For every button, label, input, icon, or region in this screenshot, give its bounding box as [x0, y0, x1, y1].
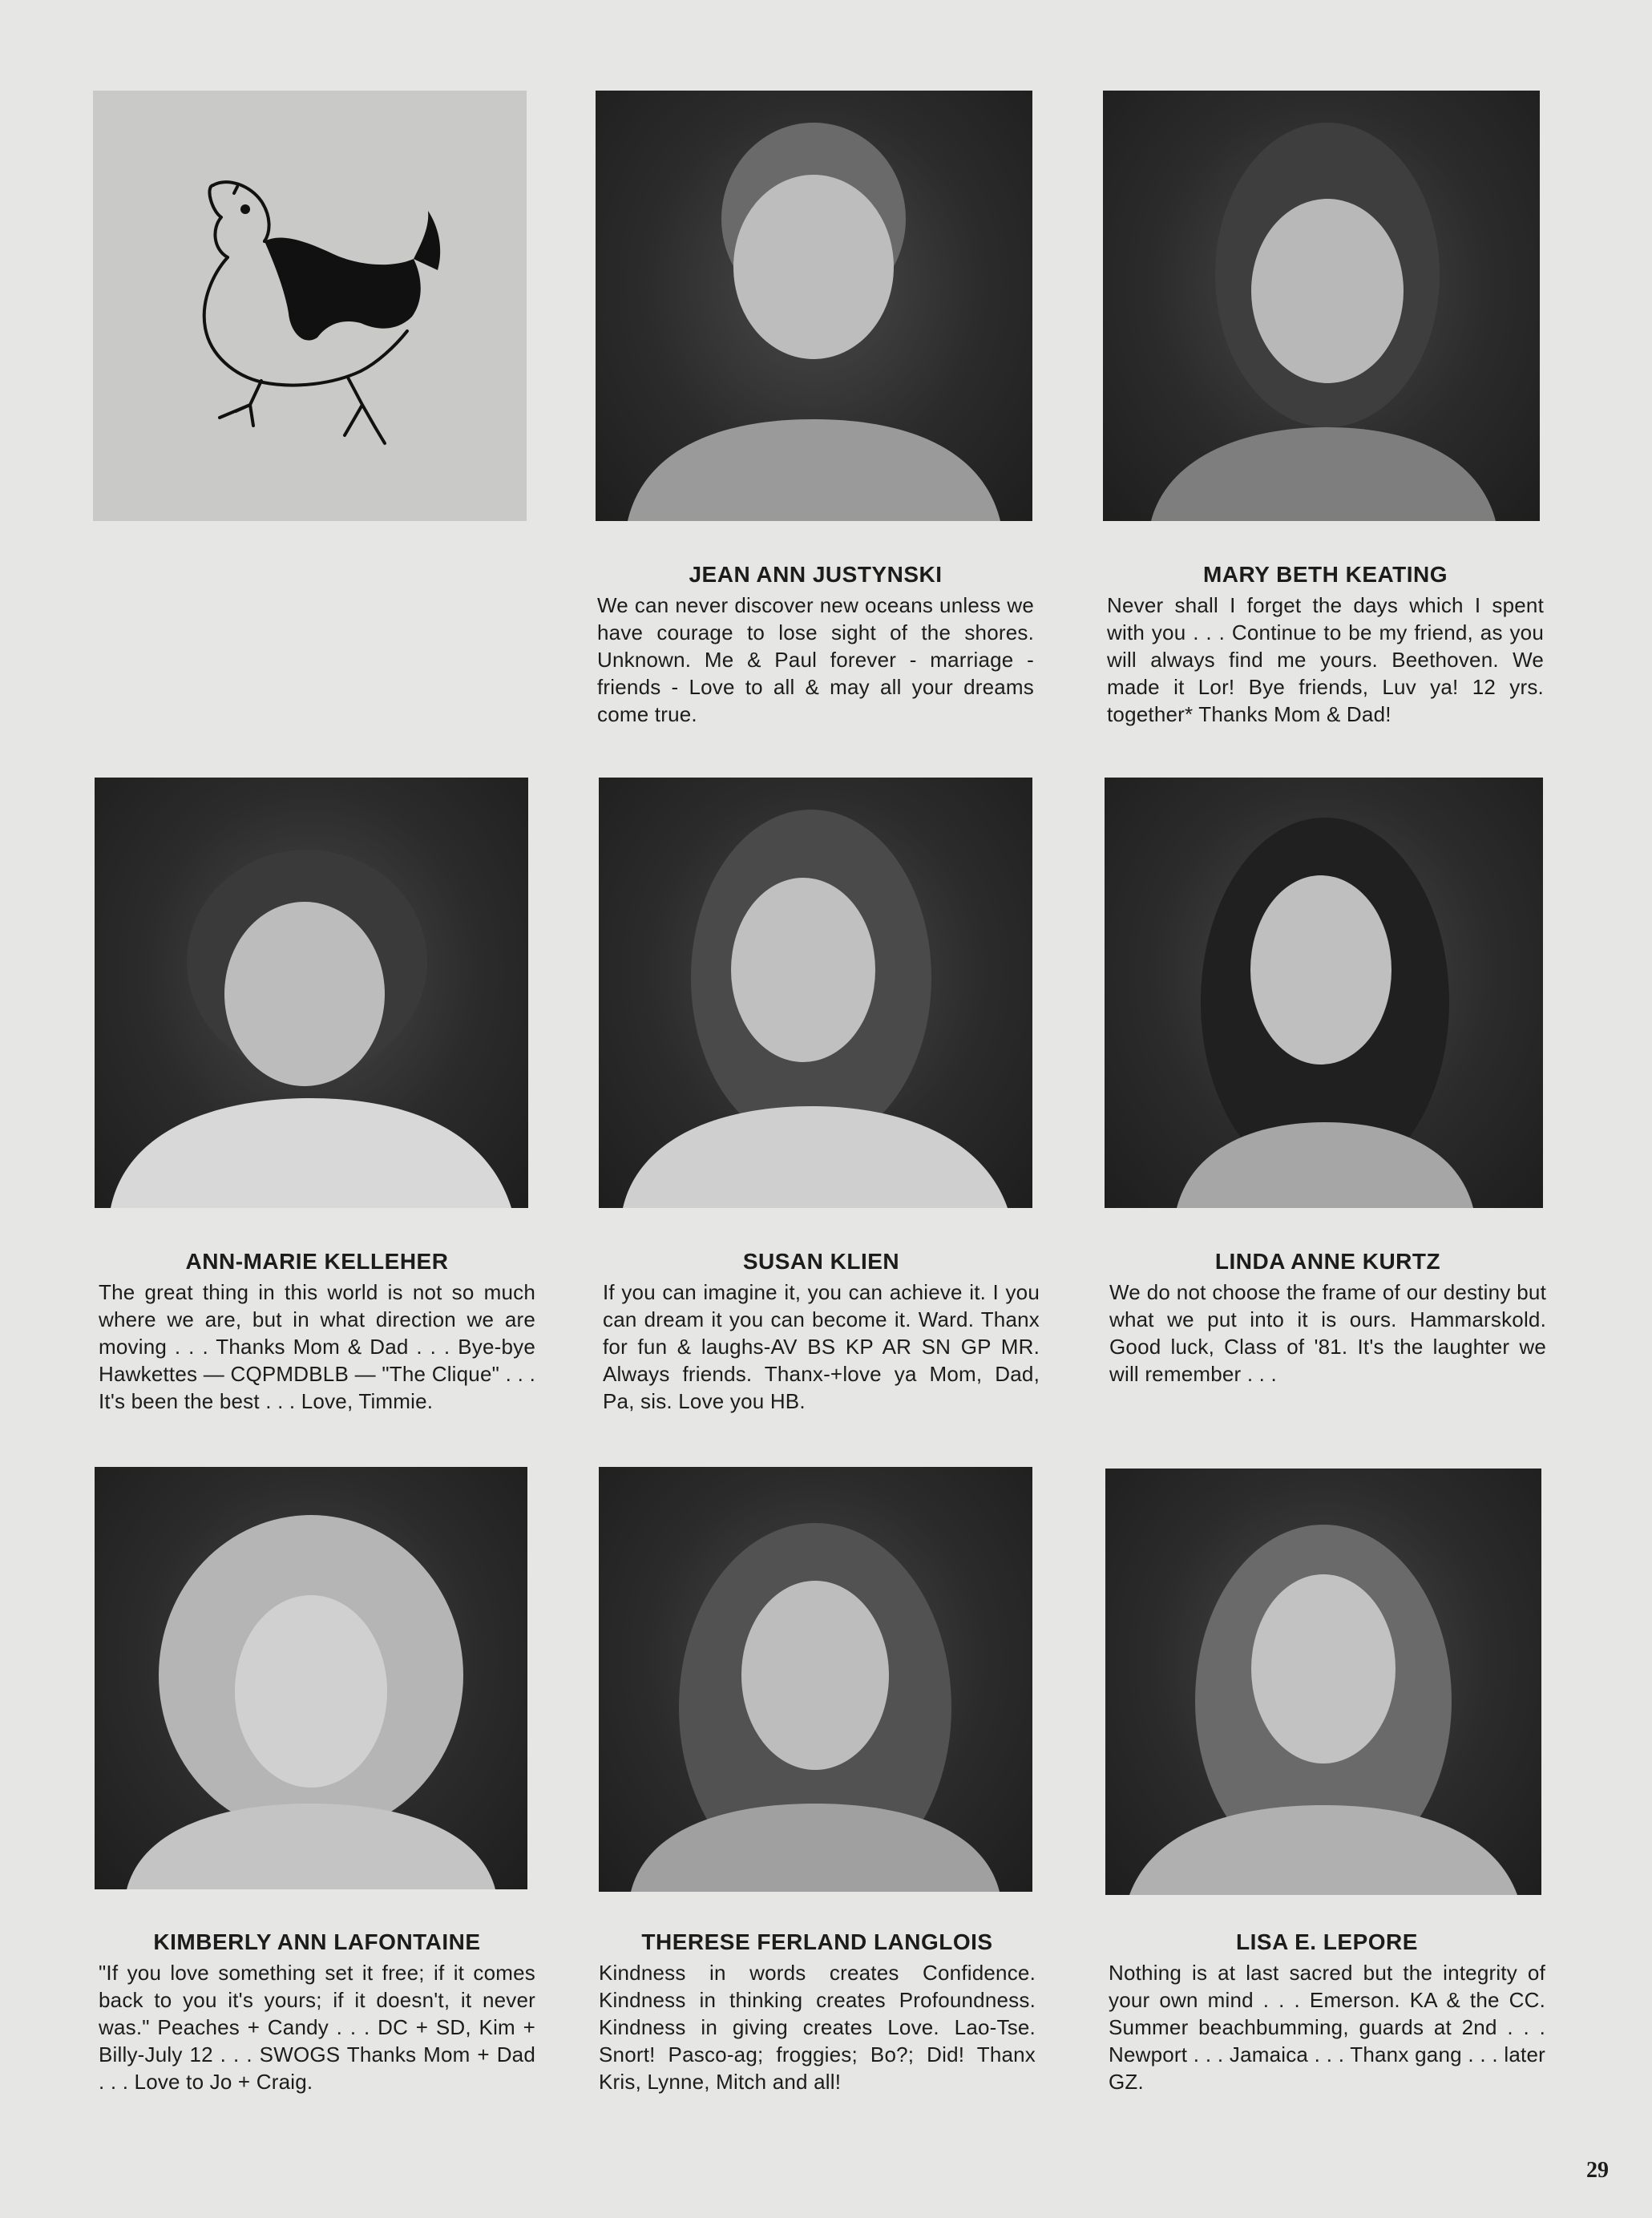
senior-name: THERESE FERLAND LANGLOIS [641, 1929, 993, 1954]
senior-quote: Kindness in words creates Confidence. Kindness in thinking creates Profoundness. Kindness in giving creates Love. Lao-Tse. Snort! Pasco-ag; froggies; Bo?; Did! Thanx Kris, Lynne, Mitch and all! [599, 1961, 1036, 2094]
senior-quote: Nothing is at last sacred but the integrity of your own mind . . . Emerson. KA & the CC. Summer beachbumming, guards at 2nd . . . Newport . . . Jamaica . . . Thanx gang . . . later GZ. [1109, 1961, 1545, 2094]
senior-caption [99, 1929, 535, 2095]
senior-name: SUSAN KLIEN [742, 1249, 900, 1274]
portrait-silhouette [1103, 91, 1540, 521]
portrait-silhouette [95, 1467, 527, 1889]
senior-caption [1109, 1929, 1545, 2095]
portrait-photo [596, 91, 1032, 521]
portrait-photo [1103, 91, 1540, 521]
senior-caption [597, 561, 1034, 728]
senior-name: ANN-MARIE KELLEHER [185, 1249, 449, 1274]
senior-name: LINDA ANNE KURTZ [1214, 1249, 1441, 1274]
portrait-photo [1105, 778, 1543, 1208]
mascot-drawing [93, 91, 527, 521]
senior-name: KIMBERLY ANN LAFONTAINE [153, 1929, 481, 1954]
portrait-silhouette [1105, 1469, 1541, 1895]
senior-caption [99, 1248, 535, 1415]
senior-quote: We do not choose the frame of our destiny but what we put into it is ours. Hammarskold. Good luck, Class of '81. It's the laughter we will remember . . . [1109, 1280, 1546, 1386]
duck-icon [93, 91, 527, 521]
senior-quote: We can never discover new oceans unless we have courage to lose sight of the shores. Unknown. Me & Paul forever - marriage - friends - Love to all & may all your dreams come true. [597, 593, 1034, 726]
senior-name: LISA E. LEPORE [1236, 1929, 1418, 1954]
senior-name: JEAN ANN JUSTYNSKI [689, 562, 943, 587]
senior-quote: "If you love something set it free; if it comes back to you it's yours; if it doesn't, it never was." Peaches + Candy . . . DC + SD, Kim + Billy-July 12 . . . SWOGS Thanks Mom + Dad . . . Love to Jo + Craig. [99, 1961, 535, 2094]
senior-caption [1107, 561, 1544, 728]
portrait-silhouette [599, 778, 1032, 1208]
portrait-silhouette [95, 778, 528, 1208]
page-number: 29 [1586, 2158, 1609, 2183]
senior-caption [1109, 1248, 1546, 1388]
senior-quote: If you can imagine it, you can achieve it. I you can dream it you can become it. Ward. Thanx for fun & laughs-AV BS KP AR SN GP MR. Always friends. Thanx-+love ya Mom, Dad, Pa, sis. Love you HB. [603, 1280, 1040, 1413]
senior-caption [599, 1929, 1036, 2095]
portrait-silhouette [1105, 778, 1543, 1208]
portrait-photo [599, 1467, 1032, 1892]
portrait-silhouette [599, 1467, 1032, 1892]
senior-caption [603, 1248, 1040, 1415]
portrait-photo [599, 778, 1032, 1208]
portrait-photo [1105, 1469, 1541, 1895]
portrait-photo [95, 1467, 527, 1889]
portrait-photo [95, 778, 528, 1208]
senior-quote: The great thing in this world is not so much where we are, but in what direction we are moving . . . Thanks Mom & Dad . . . Bye-bye Hawkettes — CQPMDBLB — "The Clique" . . . It's been the best . . . Love, Timmie. [99, 1280, 535, 1413]
senior-quote: Never shall I forget the days which I spent with you . . . Continue to be my friend, as you will always find me yours. Beethoven. We made it Lor! Bye friends, Luv ya! 12 yrs. together* Thanks Mom & Dad! [1107, 593, 1544, 726]
portrait-silhouette [596, 91, 1032, 521]
senior-name: MARY BETH KEATING [1202, 562, 1448, 587]
